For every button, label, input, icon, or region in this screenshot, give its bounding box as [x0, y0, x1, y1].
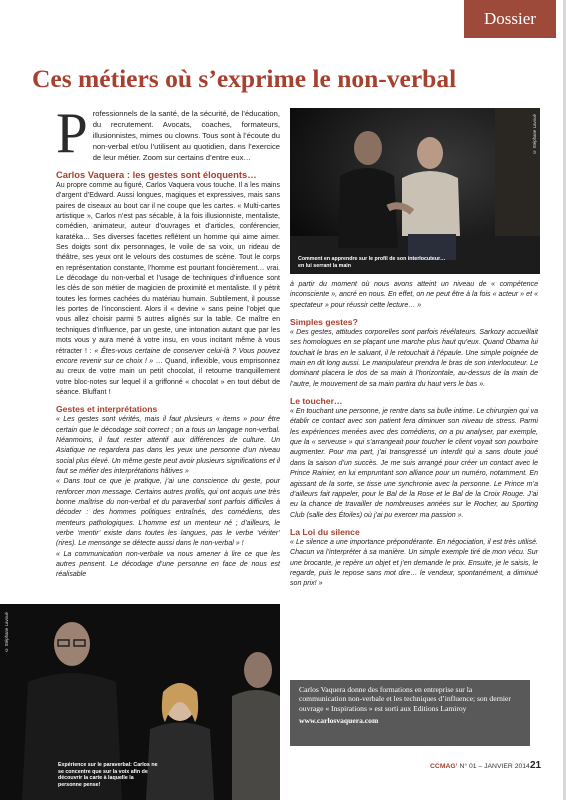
- photo-bottom-caption: Expérience sur le paraverbal: Carlos ne se concentre que sur la voix afin de découvrir la carte à laquelle la personne pense!: [58, 762, 158, 788]
- photo-handshake: [290, 108, 540, 274]
- drop-cap: P: [56, 102, 88, 165]
- section2-paragraph-3: « La communication non-verbale va nous amener à lire ce que les autres pensent. Le décodage d’une personne en face de nous est réalisable: [56, 550, 280, 579]
- info-box-text: Carlos Vaquera donne des formations en entreprise sur la communication non-verbale et les techniques d’influence; son dernier ouvrage « Inspirations » est sorti aux Editions Lamiroy: [299, 685, 511, 713]
- issue-info: N° 01 – JANVIER 2014: [457, 763, 530, 770]
- section-heading-carlos: Carlos Vaquera : les gestes sont éloquents…: [56, 169, 257, 180]
- section2-paragraph-2: « Dans tout ce que je pratique, j’ai une conscience du geste, pour renforcer mon message. Certains autres profils, qui ont acquis une très bonne maîtrise du non-verbal et du paraverbal sont parfois difficiles à décoder : des hommes politiques entraînés, des comédiens, des menteurs pathologiques. L’homme est un menteur né ; d’ailleurs, le verbe ‘mentir’ existe dans toutes les langues, pas le verbe ‘vériter’ (rires). Le mensonge se détecte aussi dans le non-verbal » !: [56, 478, 280, 548]
- right-column: [290, 280, 538, 590]
- section2-continued: à partir du moment où nous avons atteint un niveau de « compétence inconsciente », ancré en nous. En effet, on ne peut être à la fois « acteur » et « spectateur » pour réussir cette lecture… »: [290, 281, 538, 309]
- photo-bottom-credit: © Stéphane Lavoué: [4, 612, 9, 653]
- section-heading-gestes: Gestes et interprétations: [56, 404, 158, 415]
- section2-paragraph-1: « Les gestes sont vérités, mais il faut plusieurs « items » pour être certain que le décodage soit correct ; on a tous un langage non-verbal. Néanmoins, il faut rester attentif aux différences de culture. Un Asiatique ne regardera pas dans les yeux une personne d’un niveau social plus élevé. Un même geste peut avoir plusieurs significations et il faut se méfier des interprétations hâtives »: [56, 416, 280, 475]
- footer-issue: [430, 763, 530, 770]
- photo-top-caption: Comment en apprendre sur le profil de son interlocuteur… en lui serrant la main: [298, 256, 446, 269]
- article-title: Ces métiers où s’exprime le non-verbal: [32, 64, 457, 93]
- intro-paragraph: [56, 102, 280, 165]
- photo-paraverbal: [0, 604, 280, 800]
- section-heading-toucher: Le toucher…: [290, 396, 343, 407]
- magazine-name: CCMAG’: [430, 763, 458, 770]
- section-heading-silence: La Loi du silence: [290, 526, 360, 537]
- page-number: 21: [530, 760, 542, 771]
- website-link[interactable]: www.carlosvaquera.com: [299, 716, 379, 726]
- intro-text: rofessionnels de la santé, de la sécurité, de l’éducation, du recrutement. Avocats, coaches, formateurs, illusionnistes, mimes ou clowns. Tous sont à l’écoute du non-verbal et/ou l’utilisent au quotidien, dans l’exercice de leur métier. Zoom sur certains d’entre eux…: [92, 109, 280, 162]
- handshake-illustration: [290, 108, 540, 274]
- section-tab: Dossier: [464, 0, 556, 38]
- section1-paragraph: Au propre comme au figuré, Carlos Vaquera vous touche. Il a les mains d’argent d’Edward. Aussi longues, magiques et expressives, mais sans paires de ciseaux au bout car il ne coupe que les cartes. « Multi-cartes artistique », Carlos n’est pas sécable, à la fois illusionniste, mentaliste, comédien, animateur, auteur d’ouvrages et d’articles, conférencier, karatéka… Ses diverses facettes reflètent un homme qui aime aimer. Ses doigts sont dix personnages, le voile de sa voix, un rideau de théâtre, ses yeux ont le velours des costumes de scène. Tout le corps en représentation constante, l’homme est pourtant foncièrement… vrai. Le décodage du non-verbal et l’usage de techniques d’influence sont les clés de son métier de magicien de proximité et mentaliste. Il y pétrit toutes les formes cachées du matériau humain. Subtilement, il pousse les portes de l’inconscient. Alors il « devine » sans peine l’objet que vous allez choisir parmi 5 autres alignés sur la table. Ce maître en techniques d’influence, par un geste, une intonation autant que par les mots vous y aura mené à votre insu, en vous incitant même à vous rétracter ! : « Êtes-vous certaine de conserver celui-là ? Vous pouvez encore revenir sur ce choix ! » … Quand, inflexible, vous emprisonnez au creux de votre main un petit chocolat, il retourne tranquillement votre bloc-notes sur lequel il a griffonné « chocolat » en tout début de séance. Bluffant !: [56, 182, 280, 396]
- left-column: [56, 102, 280, 581]
- section5-paragraph: « Le silence a une importance prépondérante. En négociation, il est très utilisé. Chacun va l’interpréter à sa manière. Un simple exemple tiré de mon vécu. Sur une brocante, je repère un objet et j’en demande le prix. Ensuite, je le saisis, le regarde, puis le repose sans mot dire… le vendeur, spontanément, a diminué son prix! »: [290, 538, 538, 588]
- section3-paragraph: « Des gestes, attitudes corporelles sont parfois révélateurs. Sarkozy accueillait ses homologues en se plaçant une marche plus haut qu’eux. Quand Obama lui touchait le bras en le saluant, il le retouchait à l’épaule. Une simple poignée de main en dit long aussi. Le manipulateur prendra le bras de son interlocuteur. Le dominant placera le dos de sa main à l’horizontale, au-dessus de la main de l’autre, le mouvement de sa main partira du haut vers le bas ».: [290, 329, 538, 388]
- section4-paragraph: « En touchant une personne, je rentre dans sa bulle intime. Le chirurgien qui va établir ce contact avec son patient fera diminuer son niveau de stress. Parmi les expériences menées avec des comédiens, on a pu analyser, par exemple, que la « serveuse » qui s’arrangeait pour toucher le client voyait son pourboire augmenter. Pour ma part, j’ai transgressé un interdit qui a sans doute joué dans la saison d’un succès. Je me suis arrangé pour créer un contact avec le Prince Rainier, en lui empruntant son alliance pour un numéro, notamment. En agissant de la sorte, se tisse une synchronie avec la personne. Le Prince m’a d’ailleurs fait rappeler, pour le Bal de la Rose et le Bal de la Croix Rouge. J’ai eu la chance de travailler de nombreuses années sur le Rocher, au Sporting Club (salle des Étoiles) où j’ai pu exercer ma passion ».: [290, 408, 538, 519]
- photo-top-credit: © Stéphane Lavoué: [532, 114, 537, 155]
- section-heading-simples: Simples gestes?: [290, 317, 358, 328]
- info-box: [290, 680, 530, 746]
